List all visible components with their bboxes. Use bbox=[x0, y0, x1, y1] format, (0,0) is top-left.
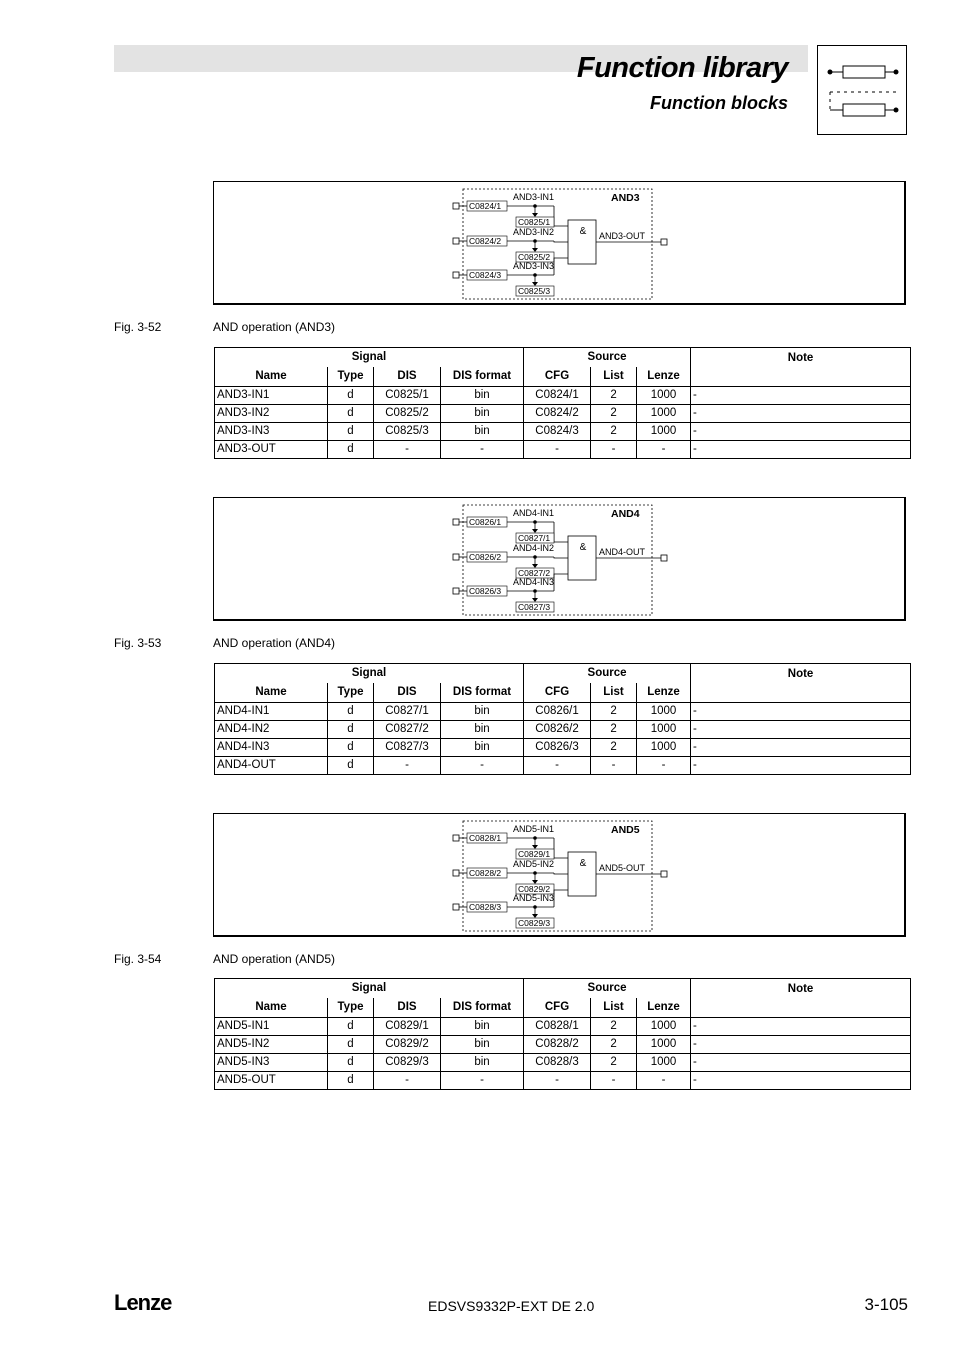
and-gate-symbol: & bbox=[579, 858, 587, 869]
cfg-code: C0824/2 bbox=[469, 236, 502, 246]
table-row bbox=[215, 721, 911, 739]
table-cell: - bbox=[691, 405, 911, 423]
input-label: AND5-IN1 bbox=[513, 824, 555, 834]
table-cell: C0825/2 bbox=[374, 405, 441, 423]
table-cell: 1000 bbox=[637, 1018, 691, 1036]
col-list: List bbox=[591, 998, 637, 1018]
table-row bbox=[215, 739, 911, 757]
table-cell: - bbox=[691, 1054, 911, 1072]
col-type: Type bbox=[328, 998, 374, 1018]
table-cell: 2 bbox=[591, 721, 637, 739]
signal-table-and4 bbox=[214, 663, 911, 775]
col-list: List bbox=[591, 367, 637, 387]
input-terminal bbox=[453, 238, 459, 244]
table-cell: C0828/3 bbox=[524, 1054, 591, 1072]
input-terminal bbox=[453, 588, 459, 594]
signal-table-and5 bbox=[214, 978, 911, 1090]
col-lenze: Lenze bbox=[637, 367, 691, 387]
table-row bbox=[215, 1036, 911, 1054]
and-gate-symbol: & bbox=[579, 542, 587, 553]
table-cell: - bbox=[441, 757, 524, 775]
table-cell: C0828/1 bbox=[524, 1018, 591, 1036]
table-cell: AND4-OUT bbox=[215, 757, 328, 775]
document-id: EDSVS9332P-EXT DE 2.0 bbox=[428, 1298, 595, 1314]
input-label: AND5-IN2 bbox=[513, 859, 555, 869]
col-dis-format: DIS format bbox=[441, 683, 524, 703]
table-cell: AND5-IN2 bbox=[215, 1036, 328, 1054]
col-name: Name bbox=[215, 367, 328, 387]
input-label: AND3-IN2 bbox=[513, 227, 555, 237]
table-cell: C0824/2 bbox=[524, 405, 591, 423]
table-cell: C0826/3 bbox=[524, 739, 591, 757]
figure-caption: AND operation (AND5) bbox=[213, 952, 336, 966]
cfg-code: C0828/2 bbox=[469, 868, 502, 878]
table-cell: - bbox=[524, 1072, 591, 1090]
page-number: 3-105 bbox=[864, 1295, 908, 1314]
col-dis: DIS bbox=[374, 998, 441, 1018]
table-cell: d bbox=[328, 1054, 374, 1072]
figure-caption: AND operation (AND4) bbox=[213, 636, 336, 650]
table-cell: 1000 bbox=[637, 423, 691, 441]
source-header: Source bbox=[524, 348, 691, 368]
input-terminal bbox=[453, 203, 459, 209]
note-header: Note bbox=[691, 348, 911, 387]
input-label: AND4-IN3 bbox=[513, 577, 555, 587]
table-cell: d bbox=[328, 423, 374, 441]
diagram-and3 bbox=[213, 181, 906, 305]
table-cell: - bbox=[691, 1072, 911, 1090]
table-cell: AND4-IN3 bbox=[215, 739, 328, 757]
table-cell: 1000 bbox=[637, 1054, 691, 1072]
table-cell: 1000 bbox=[637, 405, 691, 423]
table-cell: AND5-IN3 bbox=[215, 1054, 328, 1072]
table-row bbox=[215, 703, 911, 721]
cfg-code: C0826/2 bbox=[469, 552, 502, 562]
table-cell: C0826/1 bbox=[524, 703, 591, 721]
table-cell: C0824/1 bbox=[524, 387, 591, 405]
table-cell: 2 bbox=[591, 423, 637, 441]
table-cell: d bbox=[328, 739, 374, 757]
table-cell: bin bbox=[441, 703, 524, 721]
table-cell: d bbox=[328, 387, 374, 405]
table-cell: AND3-OUT bbox=[215, 441, 328, 459]
source-header: Source bbox=[524, 664, 691, 684]
table-cell: - bbox=[591, 1072, 637, 1090]
signal-table-and3 bbox=[214, 347, 911, 459]
table-cell: d bbox=[328, 703, 374, 721]
table-cell: AND4-IN2 bbox=[215, 721, 328, 739]
cfg-code: C0824/3 bbox=[469, 270, 502, 280]
figure-number: Fig. 3-52 bbox=[114, 320, 162, 334]
table-cell: d bbox=[328, 1018, 374, 1036]
col-lenze: Lenze bbox=[637, 683, 691, 703]
table-cell: - bbox=[691, 423, 911, 441]
table-cell: C0827/2 bbox=[374, 721, 441, 739]
table-cell: d bbox=[328, 441, 374, 459]
signal-header: Signal bbox=[215, 979, 524, 999]
table-cell: d bbox=[328, 1036, 374, 1054]
source-header: Source bbox=[524, 979, 691, 999]
table-cell: AND3-IN3 bbox=[215, 423, 328, 441]
table-cell: AND5-IN1 bbox=[215, 1018, 328, 1036]
table-cell: bin bbox=[441, 721, 524, 739]
col-dis: DIS bbox=[374, 367, 441, 387]
input-terminal bbox=[453, 519, 459, 525]
table-cell: C0825/1 bbox=[374, 387, 441, 405]
input-label: AND5-IN3 bbox=[513, 893, 555, 903]
dis-code: C0829/3 bbox=[518, 918, 551, 928]
table-cell: C0827/1 bbox=[374, 703, 441, 721]
signal-header: Signal bbox=[215, 664, 524, 684]
table-cell: d bbox=[328, 405, 374, 423]
table-row bbox=[215, 1072, 911, 1090]
table-cell: C0829/1 bbox=[374, 1018, 441, 1036]
input-label: AND3-IN3 bbox=[513, 261, 555, 271]
table-cell: C0829/2 bbox=[374, 1036, 441, 1054]
col-name: Name bbox=[215, 998, 328, 1018]
table-cell: - bbox=[691, 441, 911, 459]
dis-code: C0827/2 bbox=[518, 568, 551, 578]
table-cell: AND4-IN1 bbox=[215, 703, 328, 721]
output-label: AND5-OUT bbox=[599, 863, 646, 873]
table-cell: C0826/2 bbox=[524, 721, 591, 739]
table-cell: C0829/3 bbox=[374, 1054, 441, 1072]
table-cell: 1000 bbox=[637, 703, 691, 721]
dis-code: C0827/1 bbox=[518, 533, 551, 543]
table-cell: bin bbox=[441, 423, 524, 441]
table-cell: - bbox=[691, 703, 911, 721]
figure-number: Fig. 3-53 bbox=[114, 636, 162, 650]
col-type: Type bbox=[328, 367, 374, 387]
table-row bbox=[215, 441, 911, 459]
table-cell: - bbox=[441, 441, 524, 459]
cfg-code: C0826/1 bbox=[469, 517, 502, 527]
output-label: AND3-OUT bbox=[599, 231, 646, 241]
cfg-code: C0828/3 bbox=[469, 902, 502, 912]
figure-caption: AND operation (AND3) bbox=[213, 320, 336, 334]
block-name: AND4 bbox=[611, 508, 640, 520]
table-cell: 2 bbox=[591, 1018, 637, 1036]
output-terminal bbox=[661, 239, 667, 245]
table-cell: - bbox=[591, 441, 637, 459]
note-header: Note bbox=[691, 979, 911, 1018]
block-name: AND5 bbox=[611, 824, 640, 836]
table-cell: - bbox=[374, 1072, 441, 1090]
col-cfg: CFG bbox=[524, 367, 591, 387]
table-cell: d bbox=[328, 1072, 374, 1090]
table-cell: 1000 bbox=[637, 721, 691, 739]
input-label: AND3-IN1 bbox=[513, 192, 555, 202]
dis-code: C0827/3 bbox=[518, 602, 551, 612]
input-label: AND4-IN1 bbox=[513, 508, 555, 518]
table-row bbox=[215, 757, 911, 775]
input-terminal bbox=[453, 554, 459, 560]
table-cell: - bbox=[691, 721, 911, 739]
table-cell: 1000 bbox=[637, 739, 691, 757]
table-cell: bin bbox=[441, 1036, 524, 1054]
note-header: Note bbox=[691, 664, 911, 703]
table-row bbox=[215, 1054, 911, 1072]
output-terminal bbox=[661, 555, 667, 561]
table-cell: - bbox=[591, 757, 637, 775]
table-cell: 2 bbox=[591, 1054, 637, 1072]
output-terminal bbox=[661, 871, 667, 877]
table-cell: C0824/3 bbox=[524, 423, 591, 441]
table-cell: - bbox=[441, 1072, 524, 1090]
col-list: List bbox=[591, 683, 637, 703]
table-cell: 2 bbox=[591, 1036, 637, 1054]
input-label: AND4-IN2 bbox=[513, 543, 555, 553]
lenze-logo: Lenze bbox=[114, 1290, 172, 1315]
table-cell: - bbox=[524, 757, 591, 775]
table-cell: - bbox=[691, 387, 911, 405]
table-cell: - bbox=[691, 1036, 911, 1054]
table-cell: 1000 bbox=[637, 387, 691, 405]
table-cell: - bbox=[374, 757, 441, 775]
input-terminal bbox=[453, 904, 459, 910]
table-cell: 2 bbox=[591, 405, 637, 423]
table-cell: - bbox=[691, 757, 911, 775]
table-cell: d bbox=[328, 757, 374, 775]
table-cell: - bbox=[524, 441, 591, 459]
input-terminal bbox=[453, 272, 459, 278]
signal-header: Signal bbox=[215, 348, 524, 368]
diagram-and5 bbox=[213, 813, 906, 937]
and-gate-symbol: & bbox=[579, 226, 587, 237]
col-dis: DIS bbox=[374, 683, 441, 703]
table-cell: - bbox=[374, 441, 441, 459]
table-cell: AND3-IN1 bbox=[215, 387, 328, 405]
table-row bbox=[215, 387, 911, 405]
col-lenze: Lenze bbox=[637, 998, 691, 1018]
table-cell: - bbox=[637, 441, 691, 459]
col-cfg: CFG bbox=[524, 998, 591, 1018]
table-cell: 1000 bbox=[637, 1036, 691, 1054]
page-title: Function library bbox=[576, 52, 788, 84]
diagram-and4 bbox=[213, 497, 906, 621]
table-cell: - bbox=[691, 739, 911, 757]
table-cell: C0825/3 bbox=[374, 423, 441, 441]
col-type: Type bbox=[328, 683, 374, 703]
dis-code: C0825/1 bbox=[518, 217, 551, 227]
table-row bbox=[215, 423, 911, 441]
block-name: AND3 bbox=[611, 192, 640, 204]
col-dis-format: DIS format bbox=[441, 998, 524, 1018]
figure-number: Fig. 3-54 bbox=[114, 952, 162, 966]
table-cell: C0827/3 bbox=[374, 739, 441, 757]
output-label: AND4-OUT bbox=[599, 547, 646, 557]
table-cell: 2 bbox=[591, 703, 637, 721]
table-cell: AND3-IN2 bbox=[215, 405, 328, 423]
col-cfg: CFG bbox=[524, 683, 591, 703]
input-terminal bbox=[453, 870, 459, 876]
table-cell: AND5-OUT bbox=[215, 1072, 328, 1090]
input-terminal bbox=[453, 835, 459, 841]
page-subtitle: Function blocks bbox=[649, 93, 788, 113]
table-cell: d bbox=[328, 721, 374, 739]
dis-code: C0825/2 bbox=[518, 252, 551, 262]
dis-code: C0825/3 bbox=[518, 286, 551, 296]
table-cell: bin bbox=[441, 387, 524, 405]
cfg-code: C0826/3 bbox=[469, 586, 502, 596]
col-dis-format: DIS format bbox=[441, 367, 524, 387]
cfg-code: C0828/1 bbox=[469, 833, 502, 843]
table-cell: 2 bbox=[591, 387, 637, 405]
col-name: Name bbox=[215, 683, 328, 703]
table-row bbox=[215, 405, 911, 423]
table-cell: bin bbox=[441, 1054, 524, 1072]
dis-code: C0829/2 bbox=[518, 884, 551, 894]
table-cell: C0828/2 bbox=[524, 1036, 591, 1054]
table-cell: bin bbox=[441, 405, 524, 423]
table-row bbox=[215, 1018, 911, 1036]
table-cell: - bbox=[637, 1072, 691, 1090]
table-cell: - bbox=[691, 1018, 911, 1036]
table-cell: bin bbox=[441, 739, 524, 757]
function-block-icon bbox=[817, 45, 907, 135]
cfg-code: C0824/1 bbox=[469, 201, 502, 211]
dis-code: C0829/1 bbox=[518, 849, 551, 859]
table-cell: bin bbox=[441, 1018, 524, 1036]
table-cell: 2 bbox=[591, 739, 637, 757]
table-cell: - bbox=[637, 757, 691, 775]
